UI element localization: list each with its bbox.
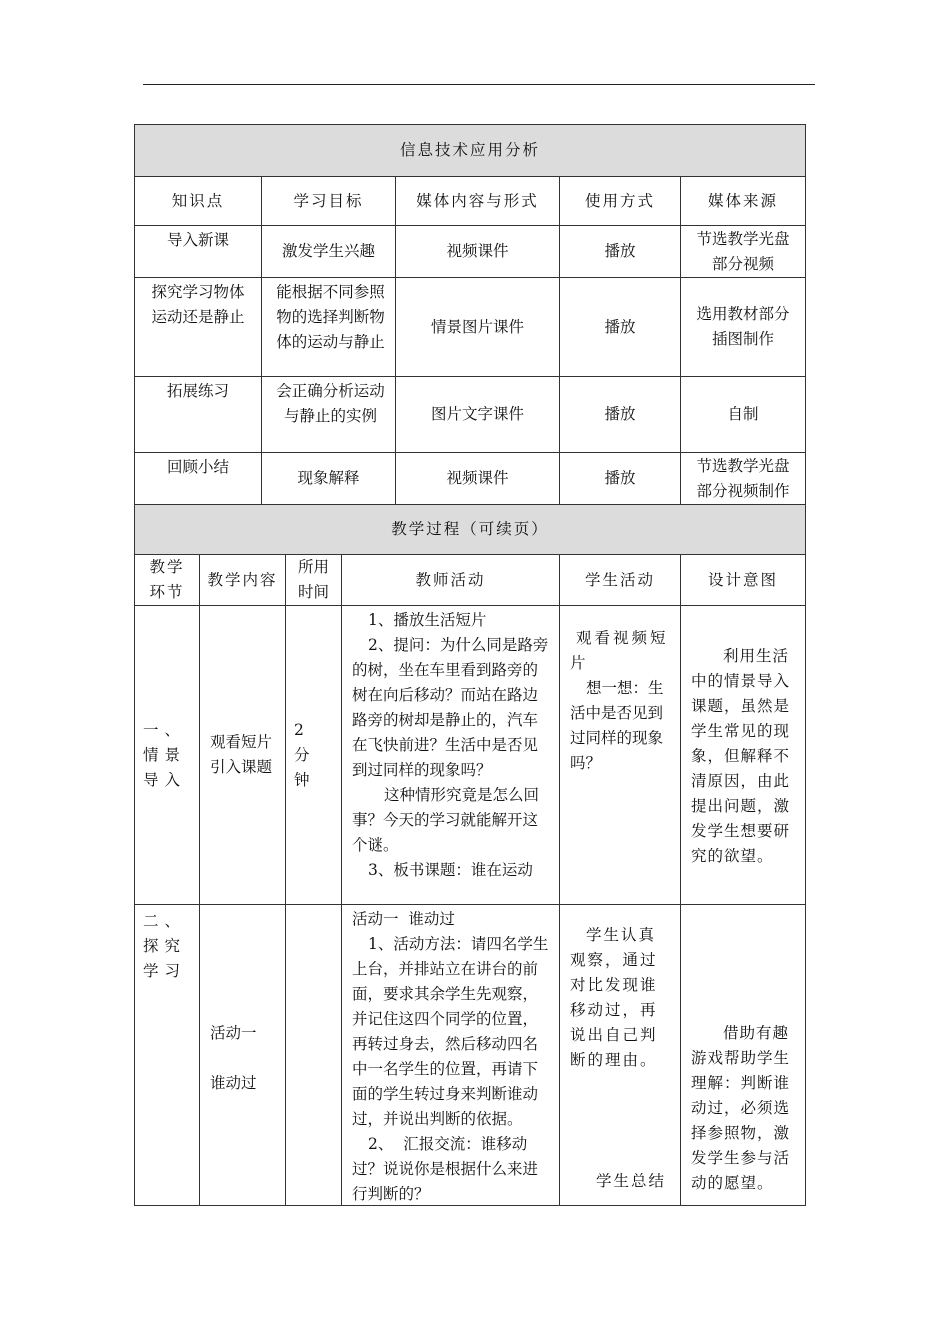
header-design-intent: 设计意图 [680, 554, 806, 606]
time-cell [285, 904, 342, 1206]
teacher-activity-cell [341, 904, 560, 1206]
student-line: 观看视频短片 [570, 629, 669, 672]
design-intent-cell [680, 605, 806, 905]
header-knowledge-point: 知识点 [134, 176, 262, 226]
time-label: 2 分钟 [294, 720, 318, 789]
section-title-teaching-process: 教学过程（可续页） [134, 504, 806, 555]
content-label: 观看短片引入课题 [210, 733, 273, 776]
table-cell: 探究学习物体运动还是静止 [134, 277, 262, 377]
stage-label: 二、探究 学习 [143, 912, 187, 980]
student-line: 想一想：生活中是否见到过同样的现象吗？ [570, 679, 664, 772]
content-label-a: 活动一 [210, 1024, 257, 1042]
content-cell [199, 904, 286, 1206]
design-intent-text: 利用生活中的情景导入课题，虽然是学生常见的现象，但解释不清原因，由此提出问题，激发学生想要研究的欲望。 [691, 647, 791, 865]
header-usage: 使用方式 [559, 176, 681, 226]
teacher-line: 3、板书课题：谁在运动 [368, 861, 533, 879]
student-activity-cell [559, 605, 681, 905]
header-rule [143, 84, 815, 85]
table-cell: 自制 [680, 376, 806, 453]
table-cell: 会正确分析运动与静止的实例 [261, 376, 396, 453]
table-cell: 图片文字课件 [395, 376, 560, 453]
header-teaching-content: 教学内容 [199, 554, 286, 606]
stage-cell [134, 904, 200, 1206]
header-student-activity: 学生活动 [559, 554, 681, 606]
student-line: 学生总结 [595, 1172, 666, 1190]
table-cell: 选用教材部分插图制作 [680, 277, 806, 377]
table-cell: 拓展练习 [134, 376, 262, 453]
design-intent-text: 借助有趣游戏帮助学生理解：判断谁动过，必须选择参照物，激发学生参与活动的愿望。 [691, 1024, 791, 1192]
stage-cell [134, 605, 200, 905]
table-cell: 现象解释 [261, 452, 396, 505]
header-learning-goal: 学习目标 [261, 176, 396, 226]
table-cell: 情景图片课件 [395, 277, 560, 377]
table-cell: 视频课件 [395, 452, 560, 505]
header-teaching-stage: 教学环节 [134, 554, 200, 606]
table-cell: 能根据不同参照物的选择判断物体的运动与静止 [261, 277, 396, 377]
table-cell: 节选教学光盘部分视频 [680, 225, 806, 278]
header-time: 所用时间 [285, 554, 342, 606]
design-intent-cell [680, 904, 806, 1206]
teacher-line: 1、活动方法：请四名学生上台，并排站立在讲台的前面，要求其余学生先观察，并记住这四个同学的位置，再转过身去，然后移动四名中一名学生的位置，再请下面的学生转过身来判断谁动过，并说出判断的依据。 [352, 935, 549, 1128]
header-media-content: 媒体内容与形式 [395, 176, 560, 226]
teacher-line: 1、播放生活短片 [368, 611, 487, 629]
table-cell: 播放 [559, 376, 681, 453]
table-cell: 回顾小结 [134, 452, 262, 505]
header-media-source: 媒体来源 [680, 176, 806, 226]
table-cell: 播放 [559, 452, 681, 505]
table-cell: 播放 [559, 277, 681, 377]
content-label-b: 谁动过 [210, 1074, 257, 1092]
content-cell [199, 605, 286, 905]
teacher-line: 活动一 谁动过 [352, 910, 455, 928]
teacher-line: 2、 汇报交流：谁移动过？说说你是根据什么来进行判断的？ [352, 1135, 539, 1203]
table-cell: 激发学生兴趣 [261, 225, 396, 278]
table-cell: 节选教学光盘部分视频制作 [680, 452, 806, 505]
student-activity-cell [559, 904, 681, 1206]
table-cell: 播放 [559, 225, 681, 278]
table-cell: 导入新课 [134, 225, 262, 278]
stage-label: 一、情景 导入 [143, 720, 187, 789]
section-title-info-tech: 信息技术应用分析 [134, 124, 806, 177]
student-line: 学生认真观察，通过对比发现谁移动过，再说出自己判断的理由。 [570, 926, 658, 1069]
table-cell: 视频课件 [395, 225, 560, 278]
teacher-line: 这种情形究竟是怎么回事？今天的学习就能解开这个谜。 [352, 786, 540, 854]
time-cell [285, 605, 342, 905]
teacher-activity-cell [341, 605, 560, 905]
teacher-line: 2、提问：为什么同是路旁的树，坐在车里看到路旁的树在向后移动？而站在路边路旁的树却是静止的，汽车在飞快前进？生活中是否见到过同样的现象吗？ [352, 636, 549, 779]
header-teacher-activity: 教师活动 [341, 554, 560, 606]
